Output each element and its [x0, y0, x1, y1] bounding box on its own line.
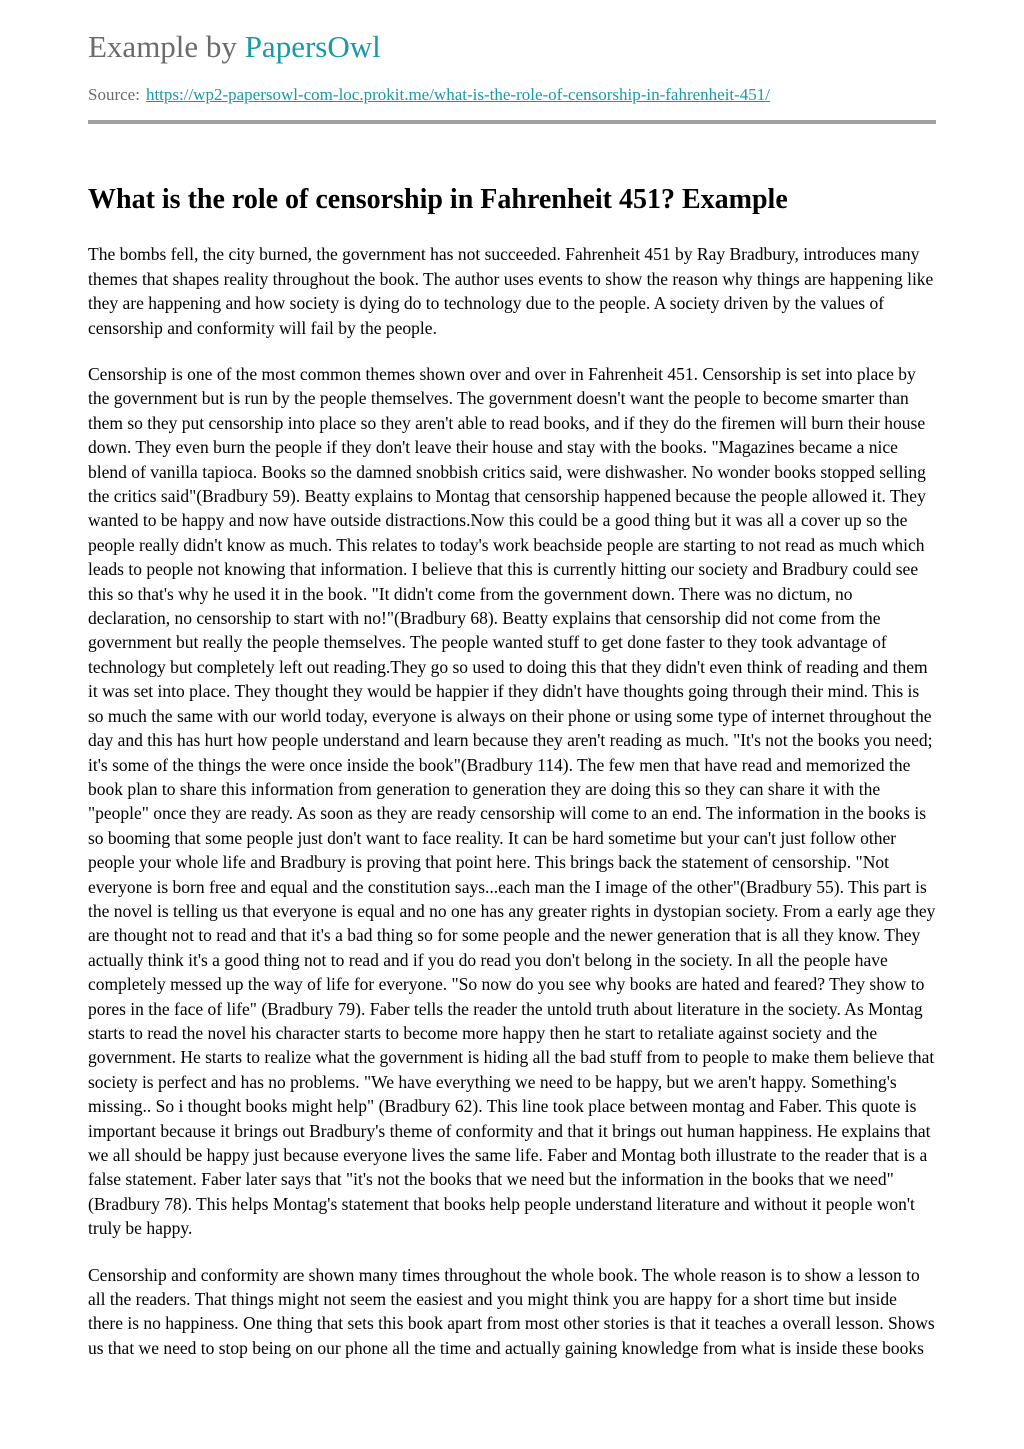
document-header — [88, 28, 936, 65]
header-prefix: Example by — [88, 29, 245, 64]
essay-title: What is the role of censorship in Fahrenheit 451? Example — [88, 184, 788, 216]
divider — [88, 120, 936, 124]
papersowl-link[interactable]: PapersOwl — [244, 29, 381, 64]
essay-paragraph: Censorship is one of the most common themes shown over and over in Fahrenheit 451. Censorship is set into place by the government but is run by the people themselves. The government doesn't want the people to become smarter than them so they put censorship into place so they aren't able to read books, and if they do the firemen will burn their house down. They even burn the people if they don't leave their house and stay with the books. "Magazines became a nice blend of vanilla tapioca. Books so the damned snobbish critics said, were dishwasher. No wonder books stopped selling the critics said"(Bradbury 59). Beatty explains to Montag that censorship happened because the people allowed it. They wanted to be happy and now have outside distractions.Now this could be a good thing but it was all a cover up so the people really didn't know as much. This relates to today's work beachside people are starting to not read as much which leads to people not knowing that information. I believe that this is currently hitting our society and Bradbury could see this so that's why he used it in the book. "It didn't come from the government down. There was no dictum, no declaration, no censorship to start with no!"(Bradbury 68). Beatty explains that censorship did not come from the government but really the people themselves. The people wanted stuff to get done faster to they took advantage of technology but completely left out reading.They go so used to doing this that they didn't even think of reading and them it was set into place. They thought they would be happier if they didn't have thoughts going through their mind. This is so much the same with our world today, everyone is always on their phone or using some type of internet throughout the day and this has hurt how people understand and learn because they aren't reading as much. "It's not the books you need; it's some of the things the were once inside the book"(Bradbury 114). The few men that have read and memorized the book plan to share this information from generation to generation they are doing this so they can share it with the "people" once they are ready. As soon as they are ready censorship will come to an end. The information in the books is so booming that some people just don't want to face reality. It can be hard sometime but your can't just follow other people your whole life and Bradbury is proving that point here. This brings back the statement of censorship. "Not everyone is born free and equal and the constitution says...each man the I image of the other"(Bradbury 55). This part is the novel is telling us that everyone is equal and no one has any greater rights in dystopian society. From a early age they are thought not to read and that it's a bad thing so for some people and the newer generation that is all they know. They actually think it's a good thing not to read and if you do read you don't belong in the society. In all the people have completely messed up the way of life for everyone. "So now do you see why books are hated and feared? They show to pores in the face of life" (Bradbury 79). Faber tells the reader the untold truth about literature in the society. As Montag starts to read the novel his character starts to become more happy then he start to retaliate against society and the government. He starts to realize what the government is hiding all the bad stuff from to people to make them believe that society is perfect and has no problems. "We have everything we need to be happy, but we aren't happy. Something's missing.. So i thought books might help" (Bradbury 62). This line took place between montag and Faber. This quote is important because it brings out Bradbury's theme of conformity and that it brings out human happiness. He explains that we all should be happy just because everyone lives the same life. Faber and Montag both illustrate to the reader that is a false statement. Faber later says that "it's not the books that we need but the information in the books that we need"(Bradbury 78). This helps Montag's statement that books help people understand literature and without it people won't truly be happy. — [88, 364, 936, 1239]
source-url-link[interactable]: https://wp2-papersowl-com-loc.prokit.me/what-is-the-role-of-censorship-in-fahrenheit-451/ — [145, 85, 771, 105]
source-row — [88, 85, 936, 105]
source-label: Source: — [88, 85, 140, 105]
essay-paragraph: Censorship and conformity are shown many times throughout the whole book. The whole reason is to show a lesson to all the readers. That things might not seem the easiest and you might think you are happy for a short time but inside there is no happiness. One thing that sets this book apart from most other stories is that it teaches a overall lesson. Shows us that we need to stop being on our phone all the time and actually gaining knowledge from what is inside these books — [88, 1264, 935, 1358]
essay-paragraph: The bombs fell, the city burned, the government has not succeeded. Fahrenheit 451 by Ray Bradbury, introduces many themes that shapes reality throughout the book. The author uses events to show the reason why things are happening like they are happening and how society is dying do to technology due to the people. A society driven by the values of censorship and conformity will fail by the people. — [88, 244, 934, 338]
essay-body — [88, 242, 936, 1360]
